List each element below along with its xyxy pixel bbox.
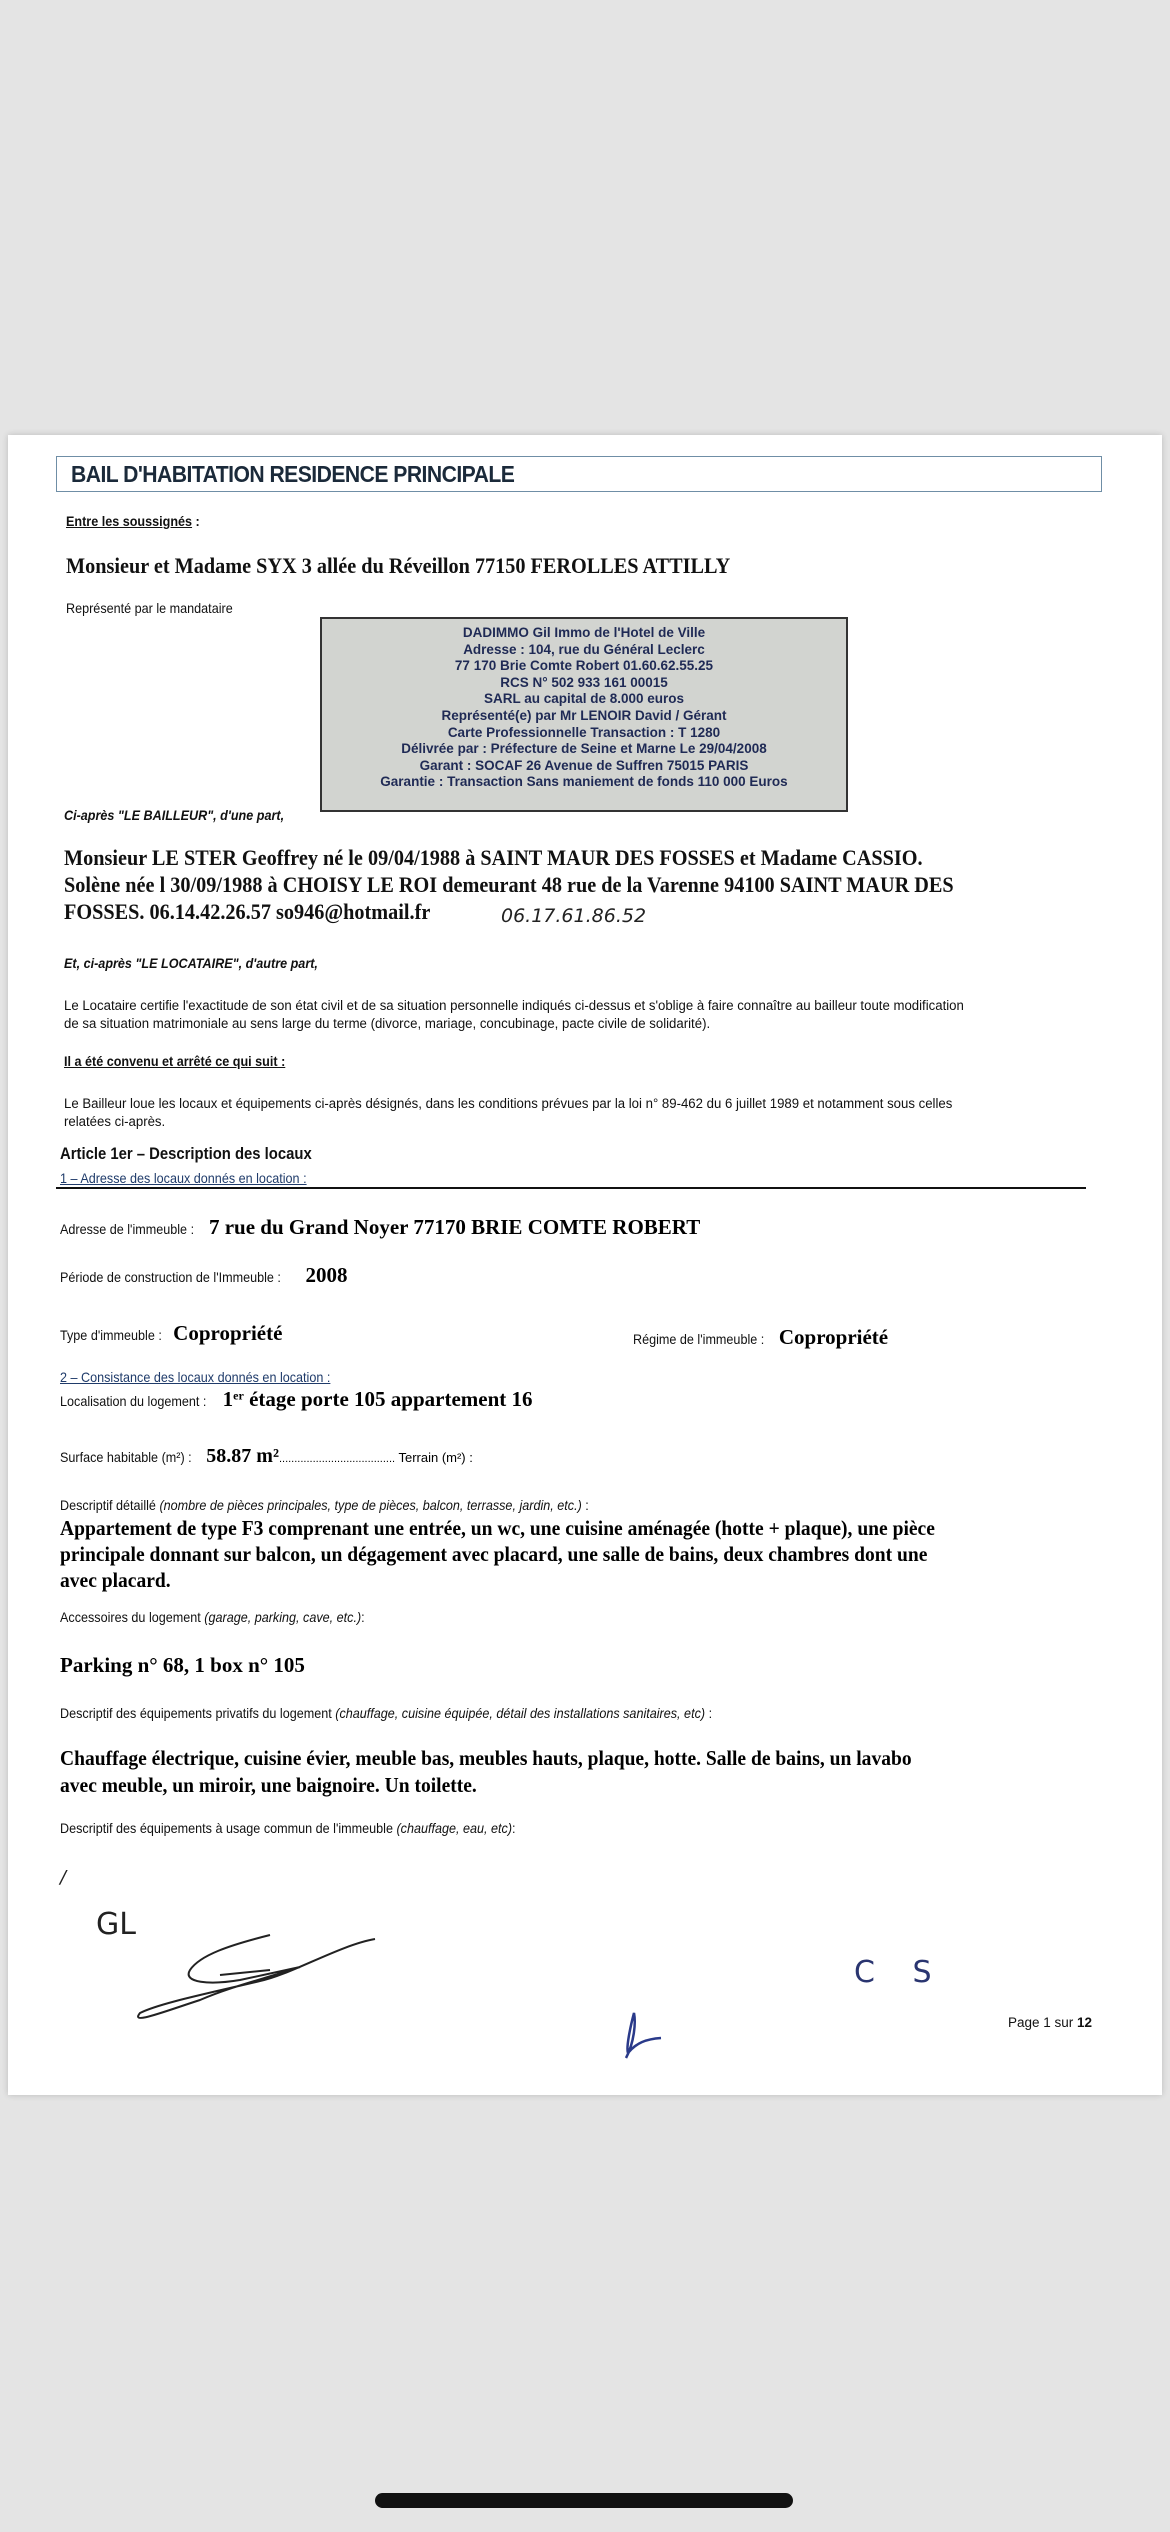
localisation-sup: er — [233, 1388, 244, 1403]
bailleur-label: Ci-après "LE BAILLEUR", d'une part, — [64, 807, 285, 823]
document-page — [8, 435, 1162, 2095]
parties-heading-text: Entre les soussignés — [66, 513, 193, 529]
detail-description — [60, 1515, 935, 1593]
address-label: Adresse de l'immeuble : — [60, 1221, 195, 1237]
agency-line: Délivrée par : Préfecture de Seine et Marne Le 29/04/2008 — [401, 741, 767, 757]
address-row — [60, 1215, 700, 1240]
privatifs-suffix: : — [705, 1705, 713, 1721]
surface-row — [60, 1445, 473, 1468]
accessoires-label: Accessoires du logement — [60, 1609, 205, 1625]
commun-label-row — [60, 1820, 516, 1836]
accessoires-hint: (garage, parking, cave, etc.) — [204, 1609, 362, 1625]
section1-heading: 1 – Adresse des locaux donnés en location : — [60, 1170, 307, 1186]
terrain-label: Terrain (m²) : — [395, 1450, 473, 1465]
privatifs-line: avec meuble, un miroir, une baignoire. Un toilette. — [60, 1773, 477, 1797]
document-title: BAIL D'HABITATION RESIDENCE PRINCIPALE — [71, 461, 515, 487]
regime-value: Copropriété — [778, 1325, 889, 1349]
parties-heading-suffix: : — [192, 513, 200, 529]
surface-dots: ...................................... — [278, 1453, 396, 1465]
bailleur-line: Monsieur et Madame SYX 3 allée du Réveillon 77150 FEROLLES ATTILLY — [66, 553, 731, 578]
detail-label: Descriptif détaillé — [60, 1497, 160, 1513]
agency-line: Garantie : Transaction Sans maniement de fonds 110 000 Euros — [380, 774, 788, 790]
agency-line: Garant : SOCAF 26 Avenue de Suffren 75015 PARIS — [419, 757, 749, 773]
locataire-line: Monsieur LE STER Geoffrey né le 09/04/1988 à SAINT MAUR DES FOSSES et Madame CASSIO. — [64, 845, 923, 870]
detail-label-row — [60, 1497, 589, 1513]
localisation-row — [60, 1387, 533, 1412]
agency-line: RCS N° 502 933 161 00015 — [500, 674, 668, 690]
commun-label: Descriptif des équipements à usage commun de l'immeuble — [60, 1820, 397, 1836]
home-indicator[interactable] — [375, 2493, 793, 2508]
detail-line: principale donnant sur balcon, un dégagement avec placard, une salle de bains, deux chambres dont une — [60, 1542, 928, 1566]
privatifs-hint: (chauffage, cuisine équipée, détail des installations sanitaires, etc) — [335, 1705, 706, 1721]
detail-line: avec placard. — [60, 1568, 171, 1592]
initials-left: GL — [96, 1907, 136, 1942]
surface-value: 58.87 m² — [206, 1445, 279, 1467]
regime-row — [633, 1325, 888, 1350]
privatifs-line: Chauffage électrique, cuisine évier, meuble bas, meubles hauts, plaque, hotte. Salle de bains, un lavabo — [60, 1746, 912, 1770]
page-total: 12 — [1077, 2015, 1093, 2030]
detail-suffix: : — [581, 1497, 589, 1513]
privatifs-description — [60, 1745, 912, 1799]
article-heading: Article 1er – Description des locaux — [60, 1145, 312, 1163]
commun-hint: (chauffage, eau, etc) — [396, 1820, 513, 1836]
agency-line: 77 170 Brie Comte Robert 01.60.62.55.25 — [454, 658, 714, 674]
agency-line: SARL au capital de 8.000 euros — [483, 691, 685, 707]
certify-line: de sa situation matrimoniale au sens large du terme (divorce, mariage, concubinage, pacte civile de solidarité). — [64, 1016, 711, 1032]
type-label: Type d'immeuble : — [60, 1327, 162, 1343]
accessoires-label-row — [60, 1609, 365, 1625]
commun-suffix: : — [512, 1820, 516, 1836]
parties-heading — [66, 513, 200, 529]
initials-right: C S — [854, 1955, 946, 1990]
accessoires-value: Parking n° 68, 1 box n° 105 — [60, 1653, 305, 1677]
period-label: Période de construction de l'Immeuble : — [60, 1269, 281, 1285]
commun-value: / — [60, 1867, 67, 1888]
represented-by: Représenté par le mandataire — [66, 600, 233, 616]
locataire-line: FOSSES. 06.14.42.26.57 so946@hotmail.fr — [64, 899, 431, 924]
loue-paragraph — [64, 1095, 1068, 1131]
localisation-rest: étage porte 105 appartement 16 — [243, 1387, 533, 1411]
type-row — [60, 1321, 282, 1346]
regime-label: Régime de l'immeuble : — [633, 1331, 765, 1347]
loue-line: Le Bailleur loue les locaux et équipements ci-après désignés, dans les conditions prévues par la loi n° 89-462 du 6 juillet 1989 et notamment sous celles — [64, 1096, 953, 1112]
loue-line: relatées ci-après. — [64, 1114, 166, 1130]
agency-box — [320, 617, 848, 812]
type-value: Copropriété — [173, 1321, 283, 1345]
address-value: 7 rue du Grand Noyer 77170 BRIE COMTE ROBERT — [208, 1215, 701, 1239]
period-row — [60, 1263, 347, 1288]
agency-line: Adresse : 104, rue du Général Leclerc — [463, 641, 705, 657]
privatifs-label-row — [60, 1705, 712, 1721]
locataire-line: Solène née l 30/09/1988 à CHOISY LE ROI demeurant 48 rue de la Varenne 94100 SAINT MAUR DES — [64, 872, 954, 897]
detail-line: Appartement de type F3 comprenant une entrée, un wc, une cuisine aménagée (hotte + plaque), une pièce — [60, 1516, 935, 1540]
surface-label: Surface habitable (m²) : — [60, 1449, 192, 1465]
handwritten-phone: 06.17.61.86.52 — [501, 905, 647, 927]
certify-line: Le Locataire certifie l'exactitude de son état civil et de sa situation personnelle indiqués ci-dessus et s'oblige à faire connaître au bailleur toute modification — [64, 998, 964, 1014]
page-number — [1008, 2015, 1092, 2030]
accessoires-suffix: : — [361, 1609, 365, 1625]
agreed-heading: Il a été convenu et arrêté ce qui suit : — [64, 1053, 286, 1069]
signature-locataire — [616, 2003, 676, 2063]
locataire-label: Et, ci-après "LE LOCATAIRE", d'autre part, — [64, 955, 318, 971]
period-value: 2008 — [305, 1263, 348, 1287]
privatifs-label: Descriptif des équipements privatifs du logement — [60, 1705, 336, 1721]
article-rule — [56, 1187, 1086, 1189]
agency-line: DADIMMO Gil Immo de l'Hotel de Ville — [462, 625, 706, 640]
localisation-num: 1 — [222, 1387, 234, 1411]
page-prefix: Page 1 sur — [1008, 2015, 1078, 2030]
agency-line: Carte Professionnelle Transaction : T 1280 — [447, 724, 721, 740]
detail-hint: (nombre de pièces principales, type de pièces, balcon, terrasse, jardin, etc.) — [159, 1497, 582, 1513]
section2-heading: 2 – Consistance des locaux donnés en location : — [60, 1369, 331, 1385]
signature-bailleur — [120, 1925, 380, 2025]
certify-paragraph — [64, 997, 1068, 1033]
localisation-label: Localisation du logement : — [60, 1393, 207, 1409]
agency-line: Représenté(e) par Mr LENOIR David / Gérant — [441, 707, 727, 723]
title-box — [56, 456, 1102, 492]
